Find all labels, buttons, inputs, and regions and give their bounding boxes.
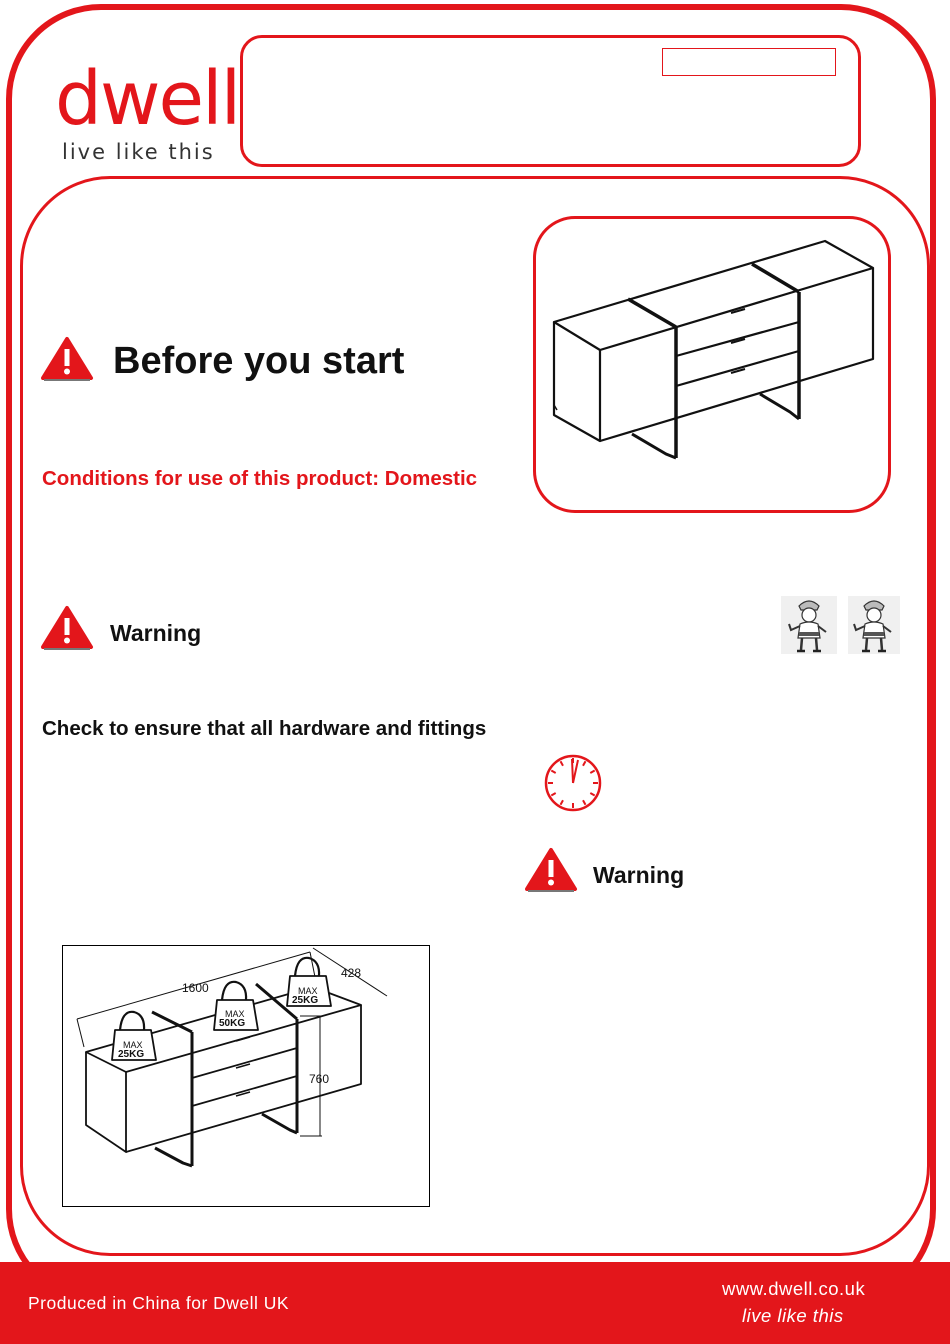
brand-tagline: live like this: [62, 140, 215, 164]
weight-max-label: MAX: [123, 1040, 143, 1050]
warning-triangle-icon: [524, 847, 578, 893]
width-dimension-label: 1600: [182, 981, 209, 995]
product-code-box: [662, 48, 836, 76]
clock-icon: [543, 753, 603, 813]
depth-dimension-label: 428: [341, 966, 362, 980]
weight-value-label: 25KG: [118, 1049, 145, 1060]
weight-value-label: 50KG: [219, 1018, 246, 1029]
weight-max-label: MAX: [225, 1009, 245, 1019]
warning-triangle-icon: [40, 605, 94, 651]
assembler-figure-icon: [781, 596, 837, 654]
brand-logo: dwell: [55, 56, 240, 142]
warning-triangle-icon: [40, 336, 94, 382]
weight-value-label: 25KG: [292, 995, 319, 1006]
warning-heading: Warning: [110, 620, 202, 646]
sideboard-illustration: [548, 235, 878, 465]
dimensions-labels: [63, 946, 429, 1206]
weight-max-label: MAX: [298, 986, 318, 996]
conditions-of-use: Conditions for use of this product: Domestic: [42, 467, 478, 490]
footer-produced-text: Produced in China for Dwell UK: [28, 1293, 290, 1313]
page-title: Before you start: [113, 340, 405, 382]
footer-website-link[interactable]: www.dwell.co.uk: [722, 1278, 866, 1299]
footer-tagline: live like this: [742, 1305, 844, 1326]
hardware-check-text: Check to ensure that all hardware and fittings: [42, 717, 487, 740]
warning-heading: Warning: [593, 862, 685, 888]
height-dimension-label: 760: [309, 1072, 330, 1086]
assembler-figure-icon: [848, 596, 900, 654]
